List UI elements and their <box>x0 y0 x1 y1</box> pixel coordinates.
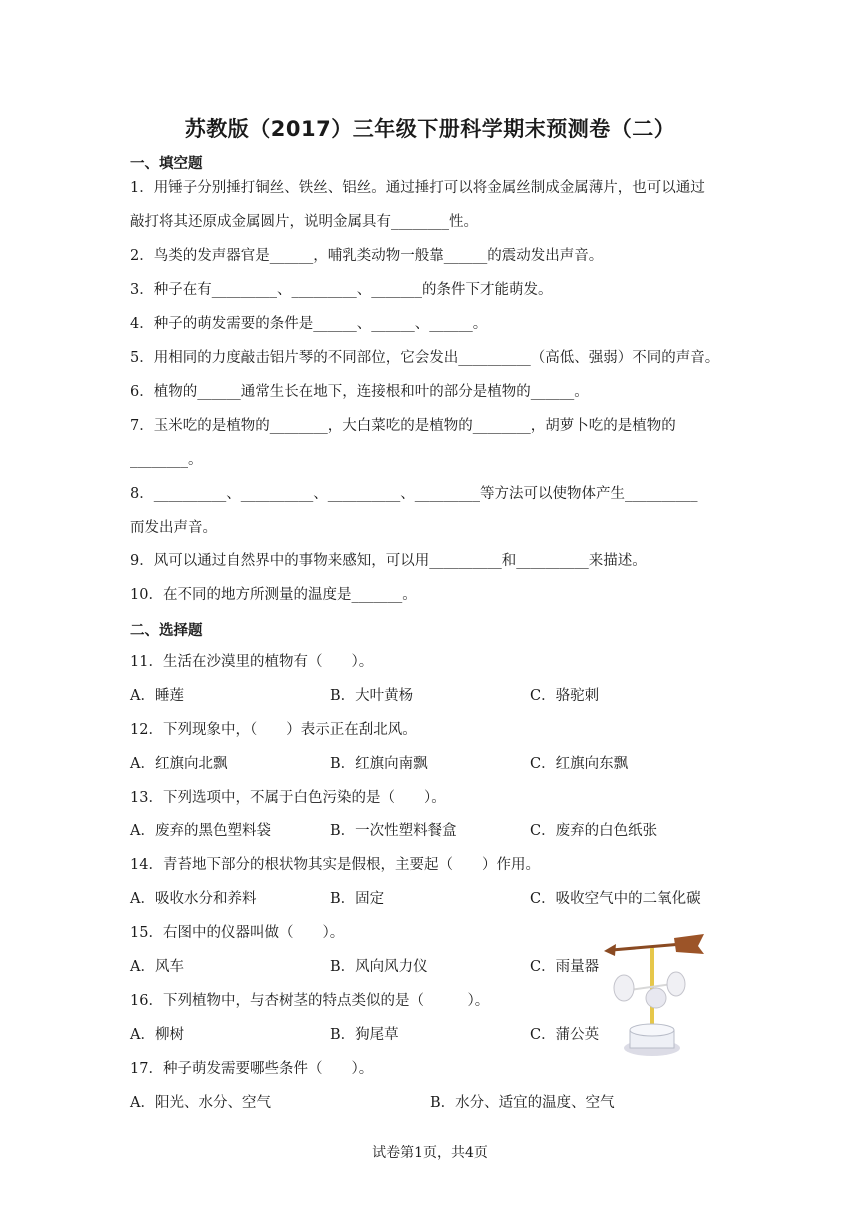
option-b: B．风向风力仪 <box>330 959 428 975</box>
question-stem: 16．下列植物中，与杏树茎的特点类似的是（ ）。 <box>130 993 490 1009</box>
option-c: C．废弃的白色纸张 <box>530 823 658 839</box>
question-line: 6．植物的______通常生长在地下，连接根和叶的部分是植物的______。 <box>130 384 589 400</box>
question-line: 2．鸟类的发声器官是______，哺乳类动物一般靠______的震动发出声音。 <box>130 248 604 264</box>
question-line: 8．__________、__________、__________、_________等方法可以使物体产生__________ <box>130 486 698 502</box>
page-title: 苏教版（2017）三年级下册科学期末预测卷（二） <box>184 117 676 141</box>
option-b: B．固定 <box>330 891 385 907</box>
option-a: A．风车 <box>130 959 184 975</box>
section-heading-choice: 二、选择题 <box>130 623 203 639</box>
option-b: B．水分、适宜的温度、空气 <box>430 1095 615 1111</box>
question-line: 9．风可以通过自然界中的事物来感知，可以用__________和__________来描述。 <box>130 553 647 569</box>
wind-vane-icon <box>600 932 712 1062</box>
question-line: ________。 <box>130 452 203 468</box>
option-a: A．睡莲 <box>130 688 184 704</box>
question-stem: 15．右图中的仪器叫做（ ）。 <box>130 925 345 941</box>
option-a: A．阳光、水分、空气 <box>130 1095 271 1111</box>
page-footer: 试卷第1页，共4页 <box>372 1145 488 1161</box>
question-line: 5．用相同的力度敲击铝片琴的不同部位，它会发出__________（高低、强弱）不同的声音。 <box>130 350 720 366</box>
option-b: B．一次性塑料餐盒 <box>330 823 457 839</box>
option-b: B．大叶黄杨 <box>330 688 414 704</box>
question-line: 3．种子在有_________、_________、_______的条件下才能萌发。 <box>130 282 553 298</box>
option-a: A．废弃的黑色塑料袋 <box>130 823 271 839</box>
question-line: 4．种子的萌发需要的条件是______、______、______。 <box>130 316 488 332</box>
section-heading-fill: 一、填空题 <box>130 156 203 172</box>
question-stem: 13．下列选项中，不属于白色污染的是（ ）。 <box>130 790 446 806</box>
option-c: C．蒲公英 <box>530 1027 600 1043</box>
option-a: A．红旗向北飘 <box>130 756 228 772</box>
option-c: C．吸收空气中的二氧化碳 <box>530 891 701 907</box>
question-stem: 14．青苔地下部分的根状物其实是假根，主要起（ ）作用。 <box>130 857 540 873</box>
option-b: B．红旗向南飘 <box>330 756 428 772</box>
question-line: 敲打将其还原成金属圆片，说明金属具有________性。 <box>130 214 478 230</box>
question-stem: 17．种子萌发需要哪些条件（ ）。 <box>130 1061 374 1077</box>
question-line: 10．在不同的地方所测量的温度是_______。 <box>130 587 417 603</box>
question-stem: 12．下列现象中，（ ）表示正在刮北风。 <box>130 722 417 738</box>
question-line: 7．玉米吃的是植物的________，大白菜吃的是植物的________，胡萝卜吃的是植物的 <box>130 418 676 434</box>
option-c: C．雨量器 <box>530 959 600 975</box>
question-stem: 11．生活在沙漠里的植物有（ ）。 <box>130 654 374 670</box>
question-line: 1．用锤子分别捶打铜丝、铁丝、铝丝。通过捶打可以将金属丝制成金属薄片，也可以通过 <box>130 180 705 196</box>
option-c: C．红旗向东飘 <box>530 756 629 772</box>
option-c: C．骆驼刺 <box>530 688 600 704</box>
option-b: B．狗尾草 <box>330 1027 399 1043</box>
question-line: 而发出声音。 <box>130 520 217 536</box>
option-a: A．吸收水分和养料 <box>130 891 257 907</box>
option-a: A．柳树 <box>130 1027 184 1043</box>
